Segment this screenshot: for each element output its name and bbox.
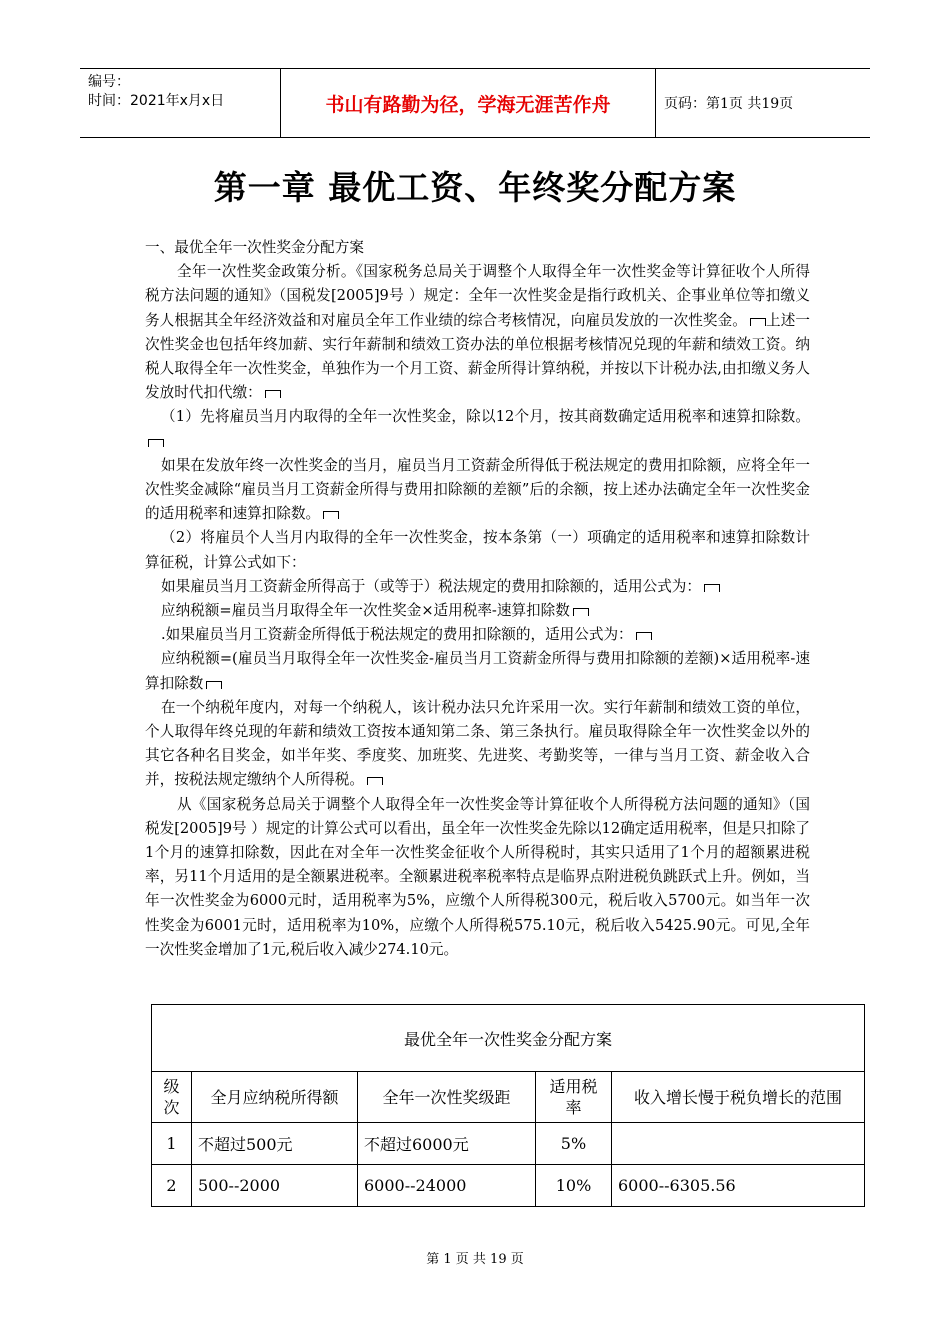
table-cell: 6000--24000 xyxy=(358,1165,536,1207)
paragraph-mark-icon xyxy=(573,608,589,616)
column-header: 全月应纳税所得额 xyxy=(192,1072,358,1123)
table-cell: 5% xyxy=(536,1123,612,1165)
table-cell: 10% xyxy=(536,1165,612,1207)
number-label: 编号： xyxy=(88,74,130,90)
table-row xyxy=(152,1123,865,1165)
page-header xyxy=(80,68,870,138)
paragraph-mark-icon xyxy=(367,777,383,785)
column-header: 收入增长慢于税负增长的范围 xyxy=(612,1072,865,1123)
paragraph-mark-icon xyxy=(704,584,720,592)
paragraph-mark-icon xyxy=(636,632,652,640)
column-header: 全年一次性奖级距 xyxy=(358,1072,536,1123)
table-cell: 500--2000 xyxy=(192,1165,358,1207)
table-cell: 不超过500元 xyxy=(192,1123,358,1165)
paragraph: 如果雇员当月工资薪金所得高于（或等于）税法规定的费用扣除额的，适用公式为： xyxy=(145,575,810,599)
paragraph: （1）先将雇员当月内取得的全年一次性奖金，除以12个月，按其商数确定适用税率和速算扣除数。 xyxy=(145,405,810,453)
paragraph: 应纳税额=雇员当月取得全年一次性奖金×适用税率-速算扣除数 xyxy=(145,599,810,623)
column-header: 适用税率 xyxy=(536,1072,612,1123)
paragraph: （2）将雇员个人当月内取得的全年一次性奖金，按本条第（一）项确定的适用税率和速算扣除数计算征税，计算公式如下： xyxy=(145,529,810,571)
paragraph-mark-icon xyxy=(148,439,164,447)
table-cell: 1 xyxy=(152,1123,192,1165)
table-cell xyxy=(612,1123,865,1165)
paragraph-mark-icon xyxy=(206,681,222,689)
bonus-table xyxy=(151,1004,865,1207)
paragraph: .如果雇员当月工资薪金所得低于税法规定的费用扣除额的，适用公式为： xyxy=(145,623,810,647)
document-body xyxy=(145,236,810,962)
paragraph: 全年一次性奖金政策分析。《国家税务总局关于调整个人取得全年一次性奖金等计算征收个人所得税方法问题的通知》（国税发[2005]9号 ）规定：全年一次性奖金是指行政机关、企事业单位等扣缴义务人根据其全年经济效益和对雇员全年工作业绩的综合考核情况，向雇员发放的一次性奖金。 上述一次性奖金也包括年终加薪、实行年薪制和绩效工资办法的单位根据考核情况兑现的年薪和绩效工资。纳税人取得全年一次性奖金，单独作为一个月工资、薪金所得计算纳税，并按以下计税办法,由扣缴义务人发放时代扣代缴： xyxy=(145,263,810,402)
header-page-info: 页码：第1页 共19页 xyxy=(664,96,794,112)
paragraph-mark-icon xyxy=(265,390,281,398)
table-cell: 不超过6000元 xyxy=(358,1123,536,1165)
paragraph: 如果在发放年终一次性奖金的当月，雇员当月工资薪金所得低于税法规定的费用扣除额，应将全年一次性奖金减除“雇员当月工资薪金所得与费用扣除额的差额”后的余额，按上述办法确定全年一次性奖金的适用税率和速算扣除数。 xyxy=(145,456,810,523)
header-motto: 书山有路勤为径，学海无涯苦作舟 xyxy=(280,69,656,137)
paragraph: 应纳税额=(雇员当月取得全年一次性奖金-雇员当月工资薪金所得与费用扣除额的差额)×适用税率-速算扣除数 xyxy=(145,650,810,692)
table-cell: 6000--6305.56 xyxy=(612,1165,865,1207)
table-header-row xyxy=(152,1072,865,1123)
chapter-title: 第一章 最优工资、年终奖分配方案 xyxy=(213,168,737,207)
paragraph-mark-icon xyxy=(750,318,766,326)
page-footer: 第 1 页 共 19 页 xyxy=(426,1252,524,1267)
table-cell: 2 xyxy=(152,1165,192,1207)
paragraph: 在一个纳税年度内，对每一个纳税人，该计税办法只允许采用一次。实行年薪制和绩效工资的单位，个人取得年终兑现的年薪和绩效工资按本通知第二条、第三条执行。雇员取得除全年一次性奖金以外的其它各种名目奖金，如半年奖、季度奖、加班奖、先进奖、考勤奖等，一律与当月工资、薪金收入合并，按税法规定缴纳个人所得税。 xyxy=(145,698,810,789)
header-meta xyxy=(88,73,224,111)
paragraph-mark-icon xyxy=(323,511,339,519)
table-row xyxy=(152,1165,865,1207)
paragraph: 从《国家税务总局关于调整个人取得全年一次性奖金等计算征收个人所得税方法问题的通知》（国税发[2005]9号 ）规定的计算公式可以看出，虽全年一次性奖金先除以12确定适用税率，但是只扣除了1个月的速算扣除数，因此在对全年一次性奖金征收个人所得税时，其实只适用了1个月的超额累进税率，另11个月适用的是全额累进税率。全额累进税率税率特点是临界点附进税负跳跃式上升。例如，当年一次性奖金为6000元时，适用税率为5%，应缴个人所得税300元，税后收入5700元。如当年一次性奖金为6001元时，适用税率为10%，应缴个人所得税575.10元，税后收入5425.90元。可见,全年一次性奖金增加了1元,税后收入减少274.10元。 xyxy=(145,795,810,958)
date-label: 时间：2021年x月x日 xyxy=(88,93,225,109)
column-header: 级次 xyxy=(152,1072,192,1123)
table-title: 最优全年一次性奖金分配方案 xyxy=(152,1005,865,1072)
section-heading: 一、最优全年一次性奖金分配方案 xyxy=(145,239,364,256)
